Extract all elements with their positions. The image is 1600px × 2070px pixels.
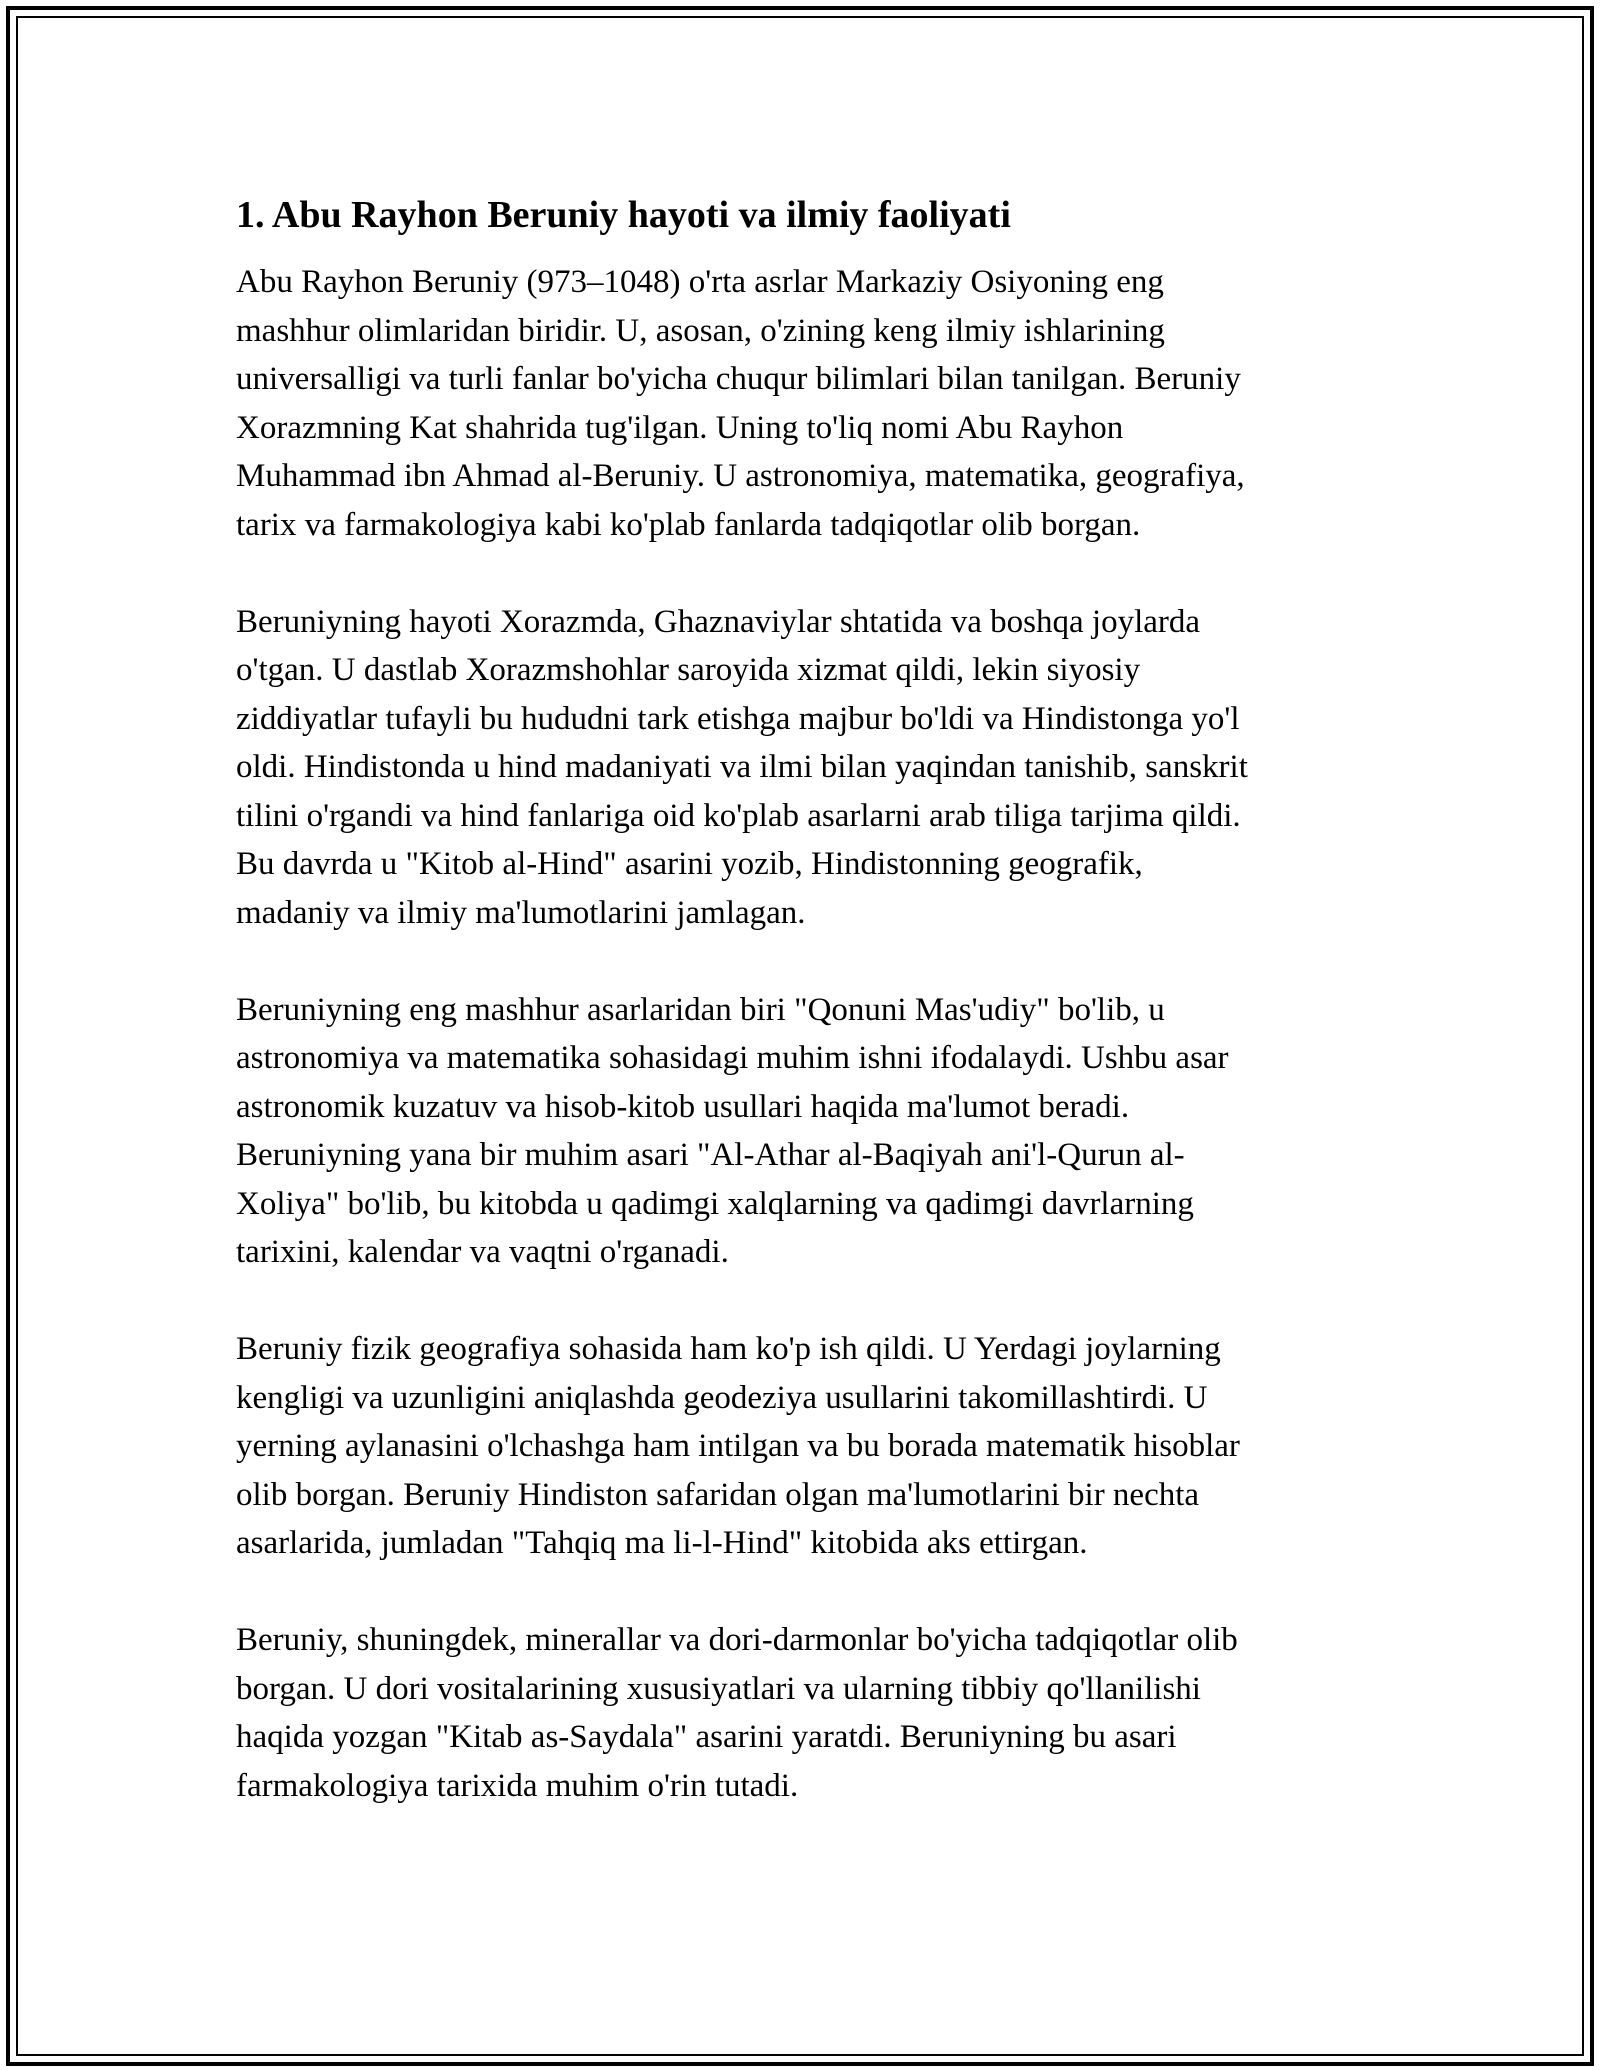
paragraph-line: Xoliya" bo'lib, bu kitobda u qadimgi xalqlarning va qadimgi davrlarning (236, 1185, 1194, 1222)
paragraph-line: Beruniy fizik geografiya sohasida ham ko'p ish qildi. U Yerdagi joylarning (236, 1331, 1221, 1367)
paragraph-line: yerning aylanasini o'lchashga ham intilgan va bu borada matematik hisoblar (236, 1428, 1240, 1464)
paragraph-line: Beruniy, shuningdek, minerallar va dori-darmonlar bo'yicha tadqiqotlar olib (236, 1622, 1238, 1658)
paragraph-line: tarix va farmakologiya kabi ko'plab fanlarda tadqiqotlar olib borgan. (236, 506, 1141, 543)
paragraph-line: Beruniyning yana bir muhim asari "Al-Athar al-Baqiyah ani'l-Qurun al- (236, 1137, 1185, 1173)
paragraph-line: kengligi va uzunligini aniqlashda geodeziya usullarini takomillashtirdi. U (236, 1379, 1208, 1416)
paragraph-line: astronomik kuzatuv va hisob-kitob usullari haqida ma'lumot beradi. (236, 1088, 1130, 1125)
paragraph (236, 598, 1376, 938)
paragraph-line: Beruniyning eng mashhur asarlaridan biri "Qonuni Mas'udiy" bo'lib, u (236, 991, 1165, 1028)
paragraph-line: haqida yozgan "Kitab as-Saydala" asarini yaratdi. Beruniyning bu asari (236, 1719, 1177, 1755)
paragraph-line: astronomiya va matematika sohasidagi muhim ishni ifodalaydi. Ushbu asar (236, 1040, 1229, 1076)
paragraph-line: borgan. U dori vositalarining xususiyatlari va ularning tibbiy qo'llanilishi (236, 1670, 1201, 1707)
paragraph-line: farmakologiya tarixida muhim o'rin tutadi. (236, 1767, 799, 1804)
paragraph-line: madaniy va ilmiy ma'lumotlarini jamlagan. (236, 894, 806, 931)
section-heading: 1. Abu Rayhon Beruniy hayoti va ilmiy faoliyati (236, 194, 1011, 236)
paragraph-line: tilini o'rgandi va hind fanlariga oid ko'plab asarlarni arab tiliga tarjima qildi. (236, 797, 1241, 834)
paragraph-line: asarlarida, jumladan "Tahqiq ma li-l-Hind" kitobida aks ettirgan. (236, 1525, 1088, 1561)
paragraph-line: ziddiyatlar tufayli bu hududni tark etishga majbur bo'ldi va Hindistonga yo'l (236, 700, 1240, 737)
paragraph-line: o'tgan. U dastlab Xorazmshohlar saroyida xizmat qildi, lekin siyosiy (236, 652, 1141, 688)
paragraph-line: olib borgan. Beruniy Hindiston safaridan olgan ma'lumotlarini bir nechta (236, 1476, 1200, 1513)
paragraph-line: oldi. Hindistonda u hind madaniyati va ilmi bilan yaqindan tanishib, sanskrit (236, 749, 1248, 785)
paragraph-line: Abu Rayhon Beruniy (973–1048) o'rta asrlar Markaziy Osiyoning eng (236, 264, 1164, 300)
paragraph-line: Muhammad ibn Ahmad al-Beruniy. U astronomiya, matematika, geografiya, (236, 458, 1245, 494)
paragraph-line: Xorazmning Kat shahrida tug'ilgan. Uning to'liq nomi Abu Rayhon (236, 409, 1124, 446)
paragraph (236, 1325, 1376, 1568)
paragraph-line: universalligi va turli fanlar bo'yicha chuqur bilimlari bilan tanilgan. Beruniy (236, 361, 1241, 397)
paragraph (236, 1616, 1376, 1810)
paragraph-line: Beruniyning hayoti Xorazmda, Ghaznaviylar shtatida va boshqa joylarda (236, 603, 1201, 640)
paragraph (236, 258, 1376, 549)
paragraph-line: mashhur olimlaridan biridir. U, asosan, o'zining keng ilmiy ishlarining (236, 312, 1165, 349)
paragraph (236, 986, 1376, 1277)
document-body (236, 186, 1376, 1859)
paragraph-list (236, 258, 1376, 1810)
paragraph-line: tarixini, kalendar va vaqtni o'rganadi. (236, 1234, 729, 1270)
paragraph-line: Bu davrda u "Kitob al-Hind" asarini yozib, Hindistonning geografik, (236, 846, 1143, 882)
